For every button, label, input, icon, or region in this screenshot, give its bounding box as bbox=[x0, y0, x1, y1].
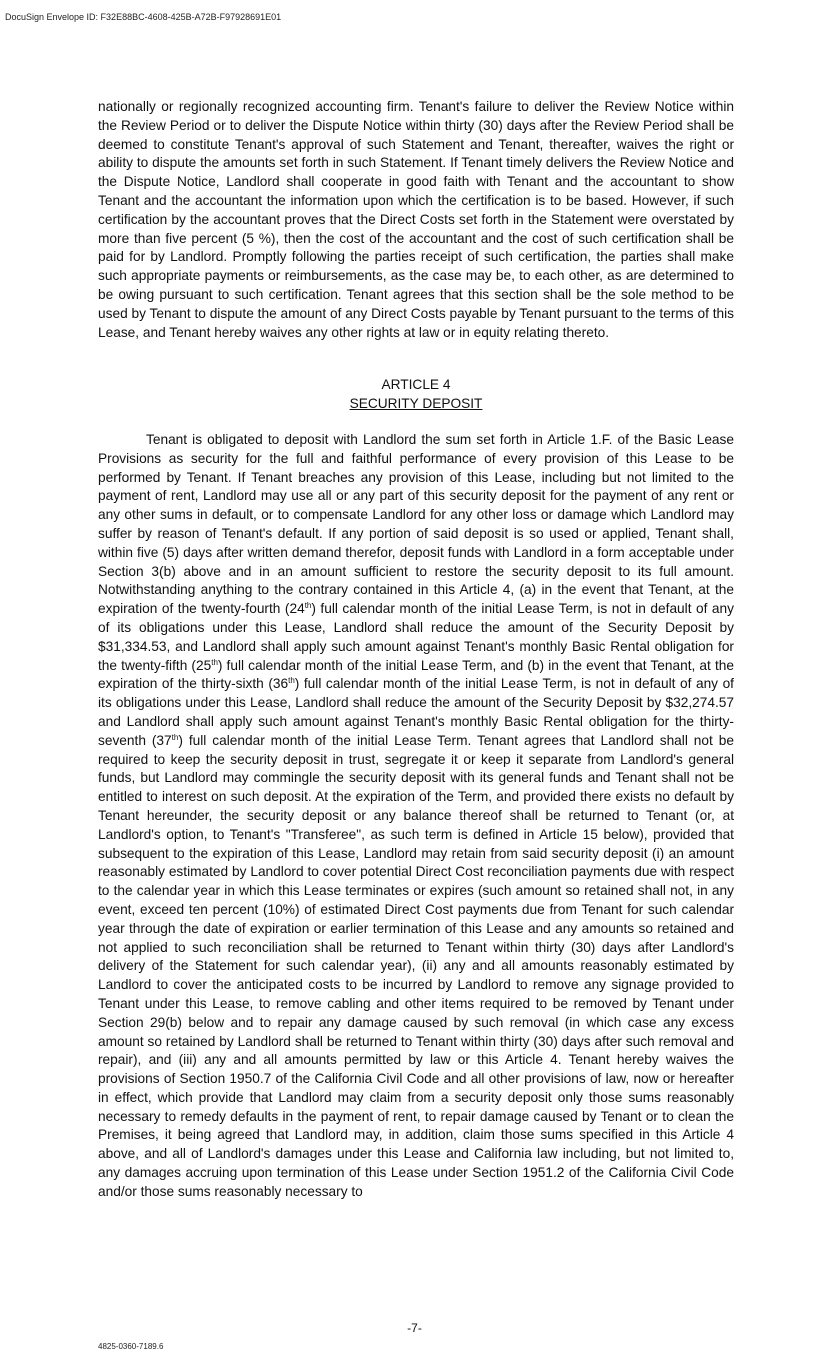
article-title: SECURITY DEPOSIT bbox=[349, 395, 483, 411]
text-segment: ) full calendar month of the initial Lease Term, is not in default of any of its obligations under this Lease, Landlord shall reduce the amount of the Security Deposit by $31,334.53, and Landlord shall apply such amount against Tenant's monthly Basic Rental obligation for the twenty-fifth (25 bbox=[98, 601, 734, 673]
ordinal-suffix: th bbox=[288, 676, 295, 686]
text-segment: Tenant is obligated to deposit with Landlord the sum set forth in Article 1.F. of the Basic Lease Provisions as security for the full and faithful performance of every provision of this Lease to be performed by Tenant. If Tenant breaches any provision of this Lease, including but not limited to the payment of rent, Landlord may use all or any part of this security deposit for the payment of any rent or any other sums in default, or to compensate Landlord for any other loss or damage which Landlord may suffer by reason of Tenant's default. If any portion of said deposit is so used or applied, Tenant shall, within five (5) days after written demand therefor, deposit funds with Landlord in a form acceptable under Section 3(b) above and in an amount sufficient to restore the security deposit to its full amount. Notwithstanding anything to the contrary contained in this Article 4, (a) in the event that Tenant, at the expiration of the twenty-fourth (24 bbox=[98, 432, 734, 617]
continuation-paragraph bbox=[98, 98, 734, 342]
article-number: ARTICLE 4 bbox=[381, 377, 451, 392]
text-segment: ) full calendar month of the initial Lease Term. Tenant agrees that Landlord shall not be required to keep the security deposit in trust, segregate it or keep it separate from Landlord's general funds, but Landlord may commingle the security deposit with its general funds and Tenant shall not be entitled to interest on such deposit. At the expiration of the Term, and provided there exists no default by Tenant hereunder, the security deposit or any balance thereof shall be returned to Tenant (or, at Landlord's option, to Tenant's "Transferee", as such term is defined in Article 15 below), provided that subsequent to the expiration of this Lease, Landlord may retain from said security deposit (i) an amount reasonably estimated by Landlord to cover potential Direct Cost reconciliation payments due with respect to the calendar year in which this Lease terminates or expires (such amount so retained shall not, in any event, exceed ten percent (10%) of estimated Direct Cost payments due from Tenant for such calendar year through the date of expiration or earlier termination of this Lease and any amounts so retained and not applied to such reconciliation shall be returned to Tenant within thirty (30) days after Landlord's delivery of the Statement for such calendar year), (ii) any and all amounts reasonably estimated by Landlord to cover the anticipated costs to be incurred by Landlord to remove any signage provided to Tenant under this Lease, to remove cabling and other items required to be removed by Tenant under Section 29(b) below and to repair any damage caused by such removal (in which case any excess amount so retained by Landlord shall be returned to Tenant within thirty (30) days after such removal and repair), and (iii) any and all amounts permitted by law or this Article 4. Tenant hereby waives the provisions of Section 1950.7 of the California Civil Code and all other provisions of law, now or hereafter in effect, which provide that Landlord may claim from a security deposit only those sums reasonably necessary to remedy defaults in the payment of rent, to repair damage caused by Tenant or to clean the Premises, it being agreed that Landlord may, in addition, claim those sums specified in this Article 4 above, and all of Landlord's damages under this Lease and California law including, but not limited to, any damages accruing upon termination of this Lease under Section 1951.2 of the California Civil Code and/or those sums reasonably necessary to bbox=[98, 732, 734, 1199]
security-deposit-section bbox=[98, 431, 734, 1202]
security-deposit-paragraph bbox=[98, 431, 734, 1202]
ordinal-suffix: th bbox=[304, 601, 312, 611]
article-heading bbox=[98, 376, 734, 414]
ordinal-suffix: th bbox=[211, 657, 218, 667]
ordinal-suffix: th bbox=[171, 732, 179, 742]
text-segment: ) full calendar month of the initial Lease Term, is not in default of any of its obligations under this Lease, Landlord shall reduce the amount of the Security Deposit by $32,274.57 and Landlord shall apply such amount against Tenant's monthly Basic Rental obligation for the thirty-seventh (37 bbox=[98, 676, 734, 748]
docusign-envelope-id: DocuSign Envelope ID: F32E88BC-4608-425B-A72B-F97928691E01 bbox=[5, 12, 282, 22]
text-segment: ) full calendar month of the initial Lease Term, and (b) in the event that Tenant, at the expiration of the thirty-sixth (36 bbox=[98, 657, 734, 692]
page-number: -7- bbox=[407, 1321, 422, 1335]
document-code: 4825-0360-7189.6 bbox=[98, 1342, 164, 1351]
paragraph-text: nationally or regionally recognized accounting firm. Tenant's failure to deliver the Review Notice within the Review Period or to deliver the Dispute Notice within thirty (30) days after the Review Period shall be deemed to constitute Tenant's approval of such Statement and Tenant, thereafter, waives the right or ability to dispute the amounts set forth in such Statement. If Tenant timely delivers the Review Notice and the Dispute Notice, Landlord shall cooperate in good faith with Tenant and the accountant to show Tenant and the accountant the information upon which the certification is to be based. However, if such certification by the accountant proves that the Direct Costs set forth in the Statement were overstated by more than five percent (5 %), then the cost of the accountant and the cost of such certification shall be paid for by Landlord. Promptly following the parties receipt of such certification, the parties shall make such appropriate payments or reimbursements, as the case may be, to each other, as are determined to be owing pursuant to such certification. Tenant agrees that this section shall be the sole method to be used by Tenant to dispute the amount of any Direct Costs payable by Tenant pursuant to the terms of this Lease, and Tenant hereby waives any other rights at law or in equity relating thereto. bbox=[98, 99, 734, 340]
